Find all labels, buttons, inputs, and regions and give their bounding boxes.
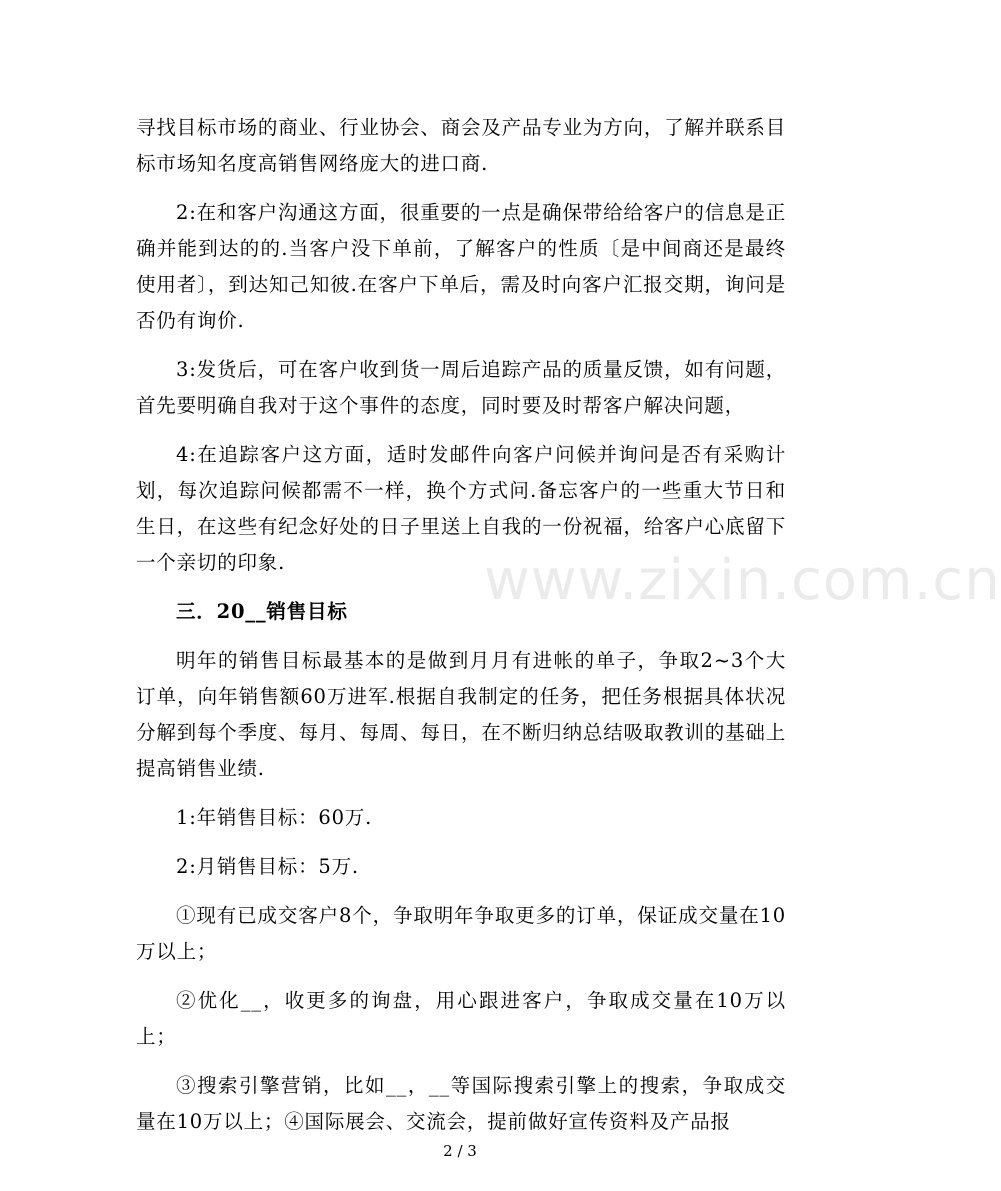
paragraph-5: 明年的销售目标最基本的是做到月月有进帐的单子，争取2~3个大订单，向年销售额60万进军.根据自我制定的任务，把任务根据具体状况分解到每个季度、每月、每周、每日，在不断归纳总结吸取教训的基础上提高销售业绩. — [136, 649, 786, 780]
watermark: www.zixin.com.cn — [484, 548, 1001, 613]
paragraph-6: 1:年销售目标：60万. — [176, 806, 373, 829]
paragraph-3: 3:发货后，可在客户收到货一周后追踪产品的质量反馈，如有问题，首先要明确自我对于这个事件的态度，同时要及时帮客户解决问题， — [136, 358, 786, 417]
paragraph-2: 2:在和客户沟通这方面，很重要的一点是确保带给给客户的信息是正确并能到达的的.当客户没下单前，了解客户的性质〔是中间商还是最终使用者〕，到达知己知彼.在客户下单后，需及时向客户汇报交期，询问是否仍有询价. — [136, 201, 786, 332]
paragraph-7: 2:月销售目标：5万. — [176, 855, 359, 878]
paragraph-9: ②优化__，收更多的询盘，用心跟进客户，争取成交量在10万以上； — [136, 989, 786, 1048]
paragraph-10: ③搜索引擎营销，比如__，__等国际搜索引擎上的搜索，争取成交量在10万以上；④国际展会、交流会，提前做好宣传资料及产品报 — [136, 1074, 786, 1133]
page-number: 2 / 3 — [443, 1142, 477, 1160]
paragraph-4: 4:在追踪客户这方面，适时发邮件向客户问候并询问是否有采购计划，每次追踪问候都需不一样，换个方式问.备忘客户的一些重大节日和生日，在这些有纪念好处的日子里送上自我的一份祝福，给客户心底留下一个亲切的印象. — [136, 443, 786, 574]
section-heading: 三．20__销售目标 — [176, 600, 348, 623]
paragraph-8: ①现有已成交客户8个，争取明年争取更多的订单，保证成交量在10万以上； — [136, 904, 786, 963]
paragraph-1: 寻找目标市场的商业、行业协会、商会及产品专业为方向，了解并联系目标市场知名度高销售网络庞大的进口商. — [136, 116, 786, 175]
document-body — [136, 110, 786, 1140]
